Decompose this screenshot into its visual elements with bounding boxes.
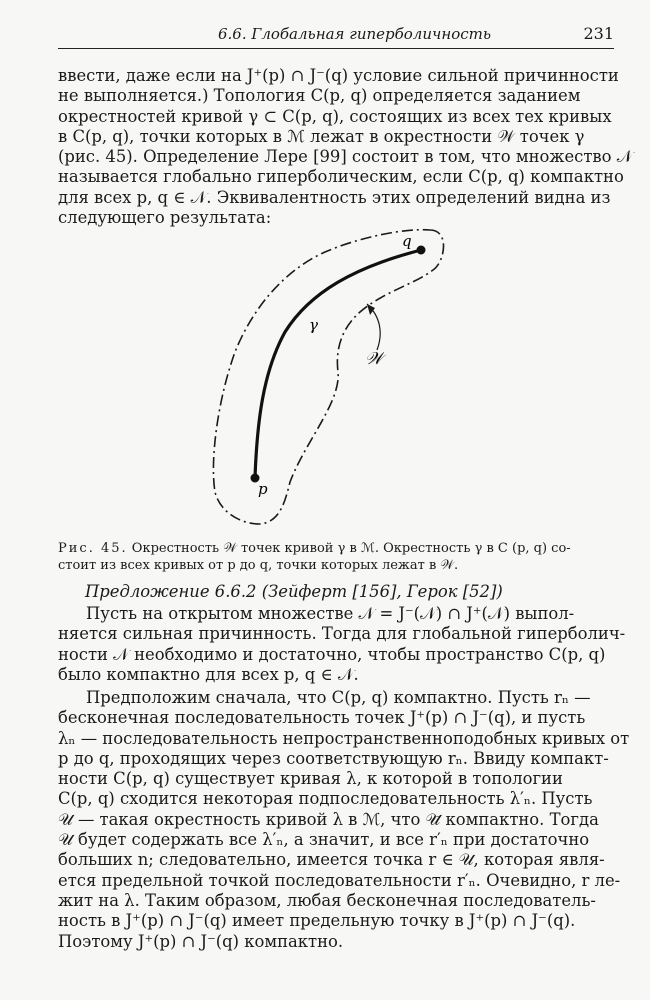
label-w: 𝒲 [365,349,383,369]
figure-45 [205,222,465,532]
text-line: Предположим сначала, что C(p, q) компактно. Пусть rₙ — [86,688,591,707]
text-line: ввести, даже если на J⁺(p) ∩ J⁻(q) условие сильной причинности [58,66,619,85]
text-line: 𝒰 — такая окрестность кривой λ в ℳ, что 𝒰̄ компактно. Тогда [58,809,599,829]
caption-text: Окрестность 𝒲 точек кривой γ в ℳ. Окрестность γ в C (p, q) со- [131,541,571,556]
neighborhood-boundary [213,230,443,524]
text-line: было компактно для всех p, q ∈ 𝒩. [58,664,359,684]
proposition-body [58,604,626,685]
arrowhead [367,304,375,315]
caption-line [58,540,614,557]
text-line: C(p, q) сходится некоторая подпоследовательность λ′ₙ. Пусть [58,789,593,809]
text-line: (рис. 45). Определение Лере [99] состоит в том, что множество 𝒩 [58,147,633,167]
text-line: ности C(p, q) существует кривая λ, к которой в топологии [58,769,563,789]
label-gamma: γ [309,316,318,334]
proof-paragraph [58,688,630,952]
proposition-title: Предложение 6.6.2 (Зейферт [156], Герок [52]) [85,582,503,601]
point-q [417,246,426,255]
text-line: бесконечная последовательность точек J⁺(p) ∩ J⁻(q), и пусть [58,708,586,728]
figure-svg [205,222,465,532]
text-line: 𝒰 будет содержать все λ′ₙ, а значит, и все r′ₙ при достаточно [58,830,590,850]
header-title: 6.6. Глобальная гиперболичность [218,25,492,43]
text-line: следующего результата: [58,208,272,228]
text-line: больших n; следовательно, имеется точка r ∈ 𝒰, которая явля- [58,850,605,870]
text-line: жит на λ. Таким образом, любая бесконечная последователь- [58,890,596,910]
text-line: в C(p, q), точки которых в ℳ лежат в окрестности 𝒲 точек γ [58,126,585,146]
text-line: окрестностей кривой γ ⊂ C(p, q), состоящих из всех тех кривых [58,106,612,126]
text-line: ность в J⁺(p) ∩ J⁻(q) имеет предельную точку в J⁺(p) ∩ J⁻(q). [58,911,576,931]
text-line: p до q, проходящих через соответствующую rₙ. Ввиду компакт- [58,748,609,768]
text-line: не выполняется.) Топология C(p, q) определяется заданием [58,86,581,106]
label-q: q [402,232,412,250]
text-line: Пусть на открытом множестве 𝒩 = J⁻(𝒩) ∩ J⁺(𝒩) выпол- [86,604,575,623]
label-p: p [258,480,268,498]
page-number: 231 [583,24,614,43]
caption-line: стоит из всех кривых от p до q, точки которых лежат в 𝒲. [58,558,459,573]
text-line: ности 𝒩 необходимо и достаточно, чтобы пространство C(p, q) [58,644,606,664]
text-line: ется предельной точкой последовательности r′ₙ. Очевидно, r ле- [58,870,621,890]
text-line: для всех p, q ∈ 𝒩. Эквивалентность этих определений видна из [58,187,611,207]
text-line: называется глобально гиперболическим, если C(p, q) компактно [58,167,624,187]
running-header [58,22,614,49]
text-line: няется сильная причинность. Тогда для глобальной гиперболич- [58,624,626,644]
figure-caption [58,540,614,574]
paragraph-intro [58,66,633,228]
text-line: λₙ — последовательность непространственноподобных кривых от [58,728,630,748]
text-line: Поэтому J⁺(p) ∩ J⁻(q) компактно. [58,931,344,951]
caption-lead: Рис. 45. [58,541,128,556]
